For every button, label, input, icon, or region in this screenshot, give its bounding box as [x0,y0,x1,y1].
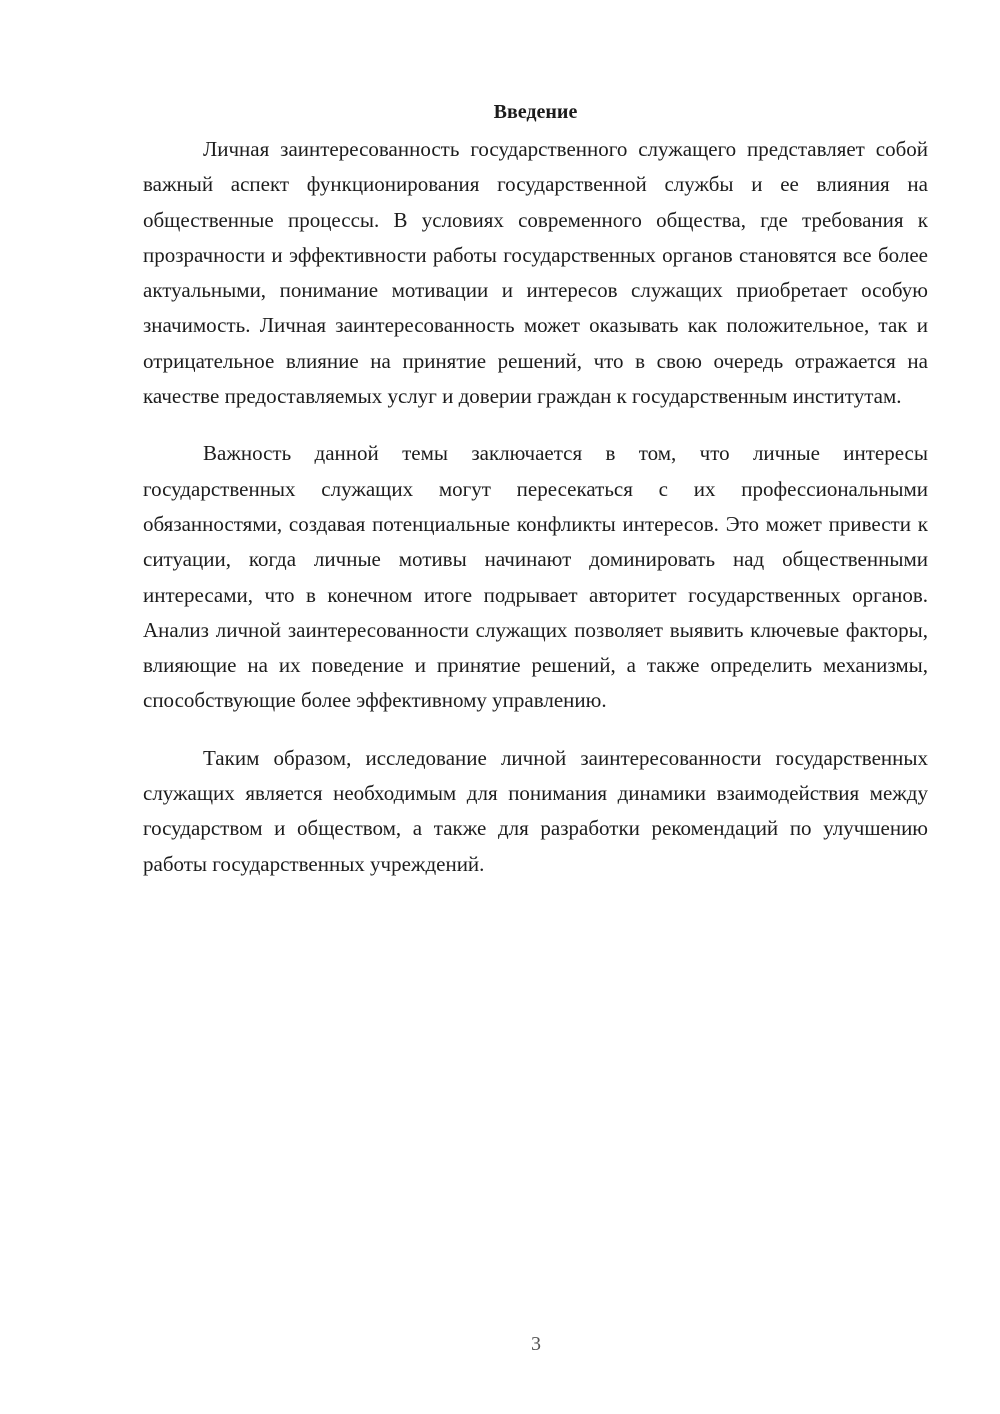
paragraph-1: Личная заинтересованность государственного служащего представляет собой важный аспект функционирования государственной службы и ее влияния на общественные процессы. В условиях современного общества, где требования к прозрачности и эффективности работы государственных органов становятся все более актуальными, понимание мотивации и интересов служащих приобретает особую значимость. Личная заинтересованность может оказывать как положительное, так и отрицательное влияние на принятие решений, что в свою очередь отражается на качестве предоставляемых услуг и доверии граждан к государственным институтам. [143,137,928,409]
paragraph-3: Таким образом, исследование личной заинтересованности государственных служащих является необходимым для понимания динамики взаимодействия между государством и обществом, а также для разработки рекомендаций по улучшению работы государственных учреждений. [143,745,928,876]
page-number: 3 [531,1333,541,1355]
section-heading: Введение [493,101,578,123]
paragraph-2: Важность данной темы заключается в том, что личные интересы государственных служащих могут пересекаться с их профессиональными обязанностями, создавая потенциальные конфликты интересов. Это может привести к ситуации, когда личные мотивы начинают доминировать над общественными интересами, что в конечном итоге подрывает авторитет государственных органов. Анализ личной заинтересованности служащих позволяет выявить ключевые факторы, влияющие на их поведение и принятие решений, а также определить механизмы, способствующие более эффективному управлению. [143,441,928,713]
page-body [143,94,928,904]
